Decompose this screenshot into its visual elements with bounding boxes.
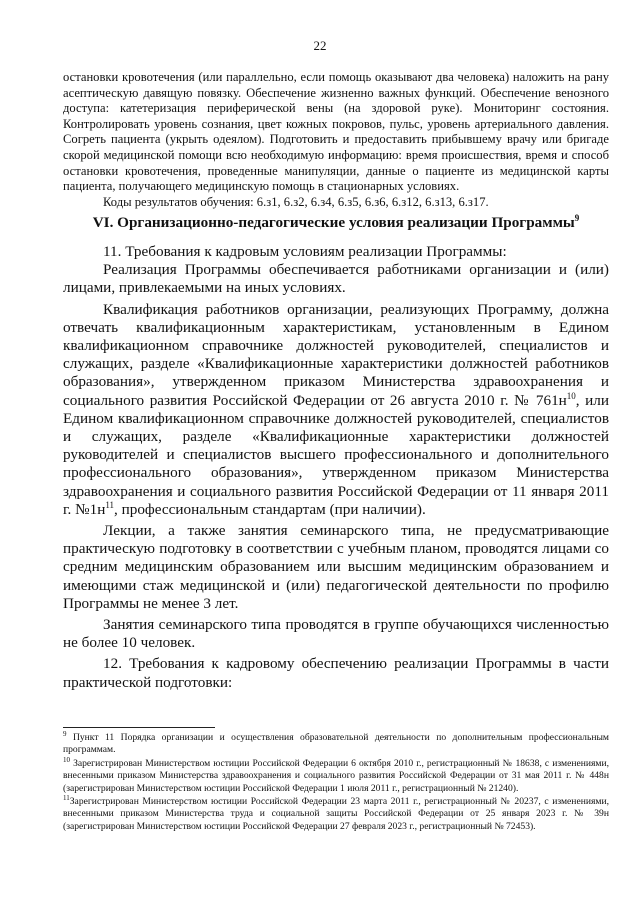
paragraph-12: 12. Требования к кадровому обеспечению реализации Программы в части практической подготовки: [63,655,609,691]
intro-paragraph: остановки кровотечения (или параллельно, если помощь оказывают два человека) наложить на рану асептическую давящую повязку. Обеспечение жизненно важных функций. Обеспечение венозного доступа: катетеризация периферической вены (на здоровой руке). Мониторинг состояния. Контролировать уровень сознания, цвет кожных покровов, пульс, уровень артериального давления. Согреть пациента (укрыть одеялом). Подготовить и предоставить прибывшему врачу или бригаде скорой медицинской помощи всю необходимую информацию: время происшествия, время и способ остановки кровотечения, проведенные манипуляции, данные о пациенте из медицинской карты пациента, получающего медицинскую помощь в стационарных условиях. [63,70,609,194]
main-text [63,243,609,692]
footnote-11 [63,793,609,833]
paragraph-11-body: Реализация Программы обеспечивается работниками организации и (или) лицами, привлекаемыми на иных условиях. [63,261,609,297]
footnote-number: 11 [63,793,70,802]
section-heading-text: VI. Организационно-педагогические условия реализации Программы [92,214,575,231]
footnotes [63,729,609,834]
qualification-text-3: , профессиональным стандартам (при наличии). [114,500,426,518]
page-number: 22 [313,38,327,53]
intro-section [63,70,609,210]
footnote-text: Пункт 11 Порядка организации и осуществления образовательной деятельности по дополнительным профессиональным программам. [63,732,609,756]
section-heading-footnote-ref: 9 [574,212,580,223]
paragraph-11-title: 11. Требования к кадровым условиям реализации Программы: [103,243,507,260]
footnote-ref-10: 10 [566,390,576,401]
result-codes: Коды результатов обучения: 6.з1, 6.з2, 6.з4, 6.з5, 6.з6, 6.з12, 6.з13, 6.з17. [103,194,489,209]
footnote-text: Зарегистрирован Министерством юстиции Российской Федерации 6 октября 2010 г., регистрационный № 18638, с изменениями, внесенными приказом Министерства здравоохранения и социального развития Российской Федерации от 31 мая 2011 г. № 448н (зарегистрирован Министерством юстиции Российской Федерации 1 июля 2011 г., регистрационный № 21240). [63,757,609,794]
section-heading [63,214,609,232]
qualification-text-1: Квалификация работников организации, реализующих Программу, должна отвечать квалификационным характеристикам, установленным в Едином квалификационном справочнике должностей руководителей, специалистов и служащих, разделе «Квалификационные характеристики должностей работников образования», утвержденном приказом Министерства здравоохранения и социального развития Российской Федерации от 26 августа 2010 г. № 761н [63,300,609,409]
footnote-number: 10 [63,755,70,764]
paragraph-qualification [63,301,609,519]
paragraph-lectures: Лекции, а также занятия семинарского типа, не предусматривающие практическую подготовку в соответствии с учебным планом, проводятся лицами со средним медицинским образованием или высшим медицинским образованием и имеющими стаж медицинской и (или) педагогической деятельности по профилю Программы не менее 3 лет. [63,522,609,612]
footnote-text: Зарегистрирован Министерством юстиции Российской Федерации 23 марта 2011 г., регистрационный № 20237, с изменениями, внесенными приказом Министерства труда и социальной защиты Российской Федерации от 25 января 2023 г. № 39н (зарегистрирован Министерством юстиции Российской Федерации 27 февраля 2023 г., регистрационный № 72453). [63,796,609,832]
qualification-text-2: , или Едином квалификационном справочнике должностей руководителей, специалистов и служащих, разделе «Квалификационные характеристики должностей руководителей и специалистов высшего профессионального и дополнительного профессионального образования», утвержденном приказом Министерства здравоохранения и социального развития Российской Федерации от 11 января 2011 г. №1н [63,391,609,518]
footnote-9 [63,729,609,757]
footnote-10 [63,755,609,795]
footnote-number: 9 [63,729,67,738]
paragraph-seminars: Занятия семинарского типа проводятся в группе обучающихся численностью не более 10 человек. [63,616,609,652]
footnote-separator [63,727,215,728]
footnote-ref-11: 11 [105,499,114,510]
